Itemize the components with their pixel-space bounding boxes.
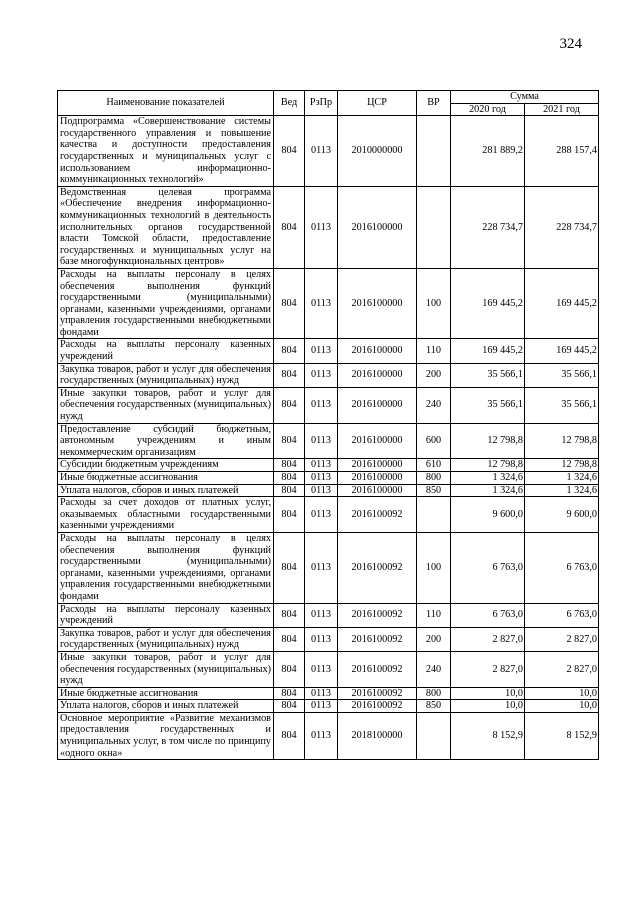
row-name: Иные закупки товаров, работ и услуг для обеспечения государственных (муниципальных) нужд <box>58 651 274 687</box>
row-csr: 2016100000 <box>338 459 417 472</box>
row-sum-2020: 169 445,2 <box>451 268 525 339</box>
row-ved: 804 <box>274 472 305 485</box>
row-sum-2020: 281 889,2 <box>451 116 525 187</box>
table-row <box>58 268 599 339</box>
row-sum-2021: 8 152,9 <box>525 712 599 759</box>
row-sum-2020: 10,0 <box>451 700 525 713</box>
row-rzpr: 0113 <box>305 459 338 472</box>
row-csr: 2016100092 <box>338 627 417 651</box>
row-ved: 804 <box>274 651 305 687</box>
table-row <box>58 116 599 187</box>
row-ved: 804 <box>274 603 305 627</box>
row-ved: 804 <box>274 712 305 759</box>
row-sum-2021: 6 763,0 <box>525 532 599 603</box>
budget-table <box>57 90 599 760</box>
row-name: Расходы на выплаты персоналу в целях обеспечения выполнения функций государственными (муниципальными) органами, казенными учреждениями, органами управления государственными внебюджетными фондами <box>58 532 274 603</box>
row-rzpr: 0113 <box>305 532 338 603</box>
row-name: Иные бюджетные ассигнования <box>58 472 274 485</box>
row-sum-2020: 228 734,7 <box>451 186 525 268</box>
row-rzpr: 0113 <box>305 186 338 268</box>
row-sum-2021: 288 157,4 <box>525 116 599 187</box>
row-name: Ведомственная целевая программа «Обеспечение внедрения информационно-коммуникационных технологий в деятельность исполнительных органов государственной власти Томской области, предоставление государственных и муниципальных услуг на базе многофункциональных центров» <box>58 186 274 268</box>
row-sum-2021: 6 763,0 <box>525 603 599 627</box>
row-sum-2020: 12 798,8 <box>451 459 525 472</box>
header-2020: 2020 год <box>451 103 525 116</box>
row-sum-2021: 35 566,1 <box>525 363 599 387</box>
row-vr: 100 <box>417 268 451 339</box>
row-rzpr: 0113 <box>305 116 338 187</box>
table-row <box>58 363 599 387</box>
row-sum-2020: 1 324,6 <box>451 472 525 485</box>
row-ved: 804 <box>274 116 305 187</box>
table-row <box>58 387 599 423</box>
row-name: Предоставление субсидий бюджетным, автономным учреждениям и иным некоммерческим организациям <box>58 423 274 459</box>
row-rzpr: 0113 <box>305 700 338 713</box>
row-ved: 804 <box>274 268 305 339</box>
row-ved: 804 <box>274 459 305 472</box>
row-rzpr: 0113 <box>305 363 338 387</box>
row-sum-2020: 35 566,1 <box>451 387 525 423</box>
row-vr <box>417 497 451 533</box>
row-csr: 2016100000 <box>338 484 417 497</box>
row-rzpr: 0113 <box>305 497 338 533</box>
row-csr: 2016100000 <box>338 363 417 387</box>
row-csr: 2016100000 <box>338 186 417 268</box>
row-name: Иные бюджетные ассигнования <box>58 687 274 700</box>
row-csr: 2018100000 <box>338 712 417 759</box>
row-vr: 240 <box>417 387 451 423</box>
row-rzpr: 0113 <box>305 423 338 459</box>
row-sum-2021: 10,0 <box>525 687 599 700</box>
table-row <box>58 459 599 472</box>
row-rzpr: 0113 <box>305 339 338 363</box>
row-sum-2020: 9 600,0 <box>451 497 525 533</box>
row-ved: 804 <box>274 627 305 651</box>
row-sum-2021: 35 566,1 <box>525 387 599 423</box>
row-sum-2021: 1 324,6 <box>525 484 599 497</box>
row-name: Закупка товаров, работ и услуг для обеспечения государственных (муниципальных) нужд <box>58 363 274 387</box>
row-sum-2021: 169 445,2 <box>525 339 599 363</box>
row-vr: 800 <box>417 687 451 700</box>
row-name: Уплата налогов, сборов и иных платежей <box>58 700 274 713</box>
row-sum-2020: 6 763,0 <box>451 603 525 627</box>
row-rzpr: 0113 <box>305 387 338 423</box>
table-row <box>58 472 599 485</box>
table-row <box>58 339 599 363</box>
table-row <box>58 532 599 603</box>
row-ved: 804 <box>274 363 305 387</box>
row-sum-2021: 2 827,0 <box>525 651 599 687</box>
header-csr: ЦСР <box>338 91 417 116</box>
header-ved: Вед <box>274 91 305 116</box>
table-row <box>58 651 599 687</box>
row-sum-2020: 2 827,0 <box>451 651 525 687</box>
row-vr: 240 <box>417 651 451 687</box>
row-csr: 2016100092 <box>338 651 417 687</box>
row-sum-2021: 1 324,6 <box>525 472 599 485</box>
row-sum-2020: 12 798,8 <box>451 423 525 459</box>
row-name: Расходы на выплаты персоналу казенных учреждений <box>58 603 274 627</box>
header-name: Наименование показателей <box>58 91 274 116</box>
row-sum-2020: 169 445,2 <box>451 339 525 363</box>
row-rzpr: 0113 <box>305 687 338 700</box>
header-rzpr: РзПр <box>305 91 338 116</box>
table-row <box>58 687 599 700</box>
row-ved: 804 <box>274 186 305 268</box>
row-vr <box>417 712 451 759</box>
row-ved: 804 <box>274 687 305 700</box>
row-csr: 2016100092 <box>338 687 417 700</box>
row-csr: 2016100000 <box>338 472 417 485</box>
row-name: Подпрограмма «Совершенствование системы государственного управления и повышение качества и доступности предоставления государственных и муниципальных услуг с использованием информационно-коммуникационных технологий» <box>58 116 274 187</box>
row-vr: 200 <box>417 627 451 651</box>
row-csr: 2016100092 <box>338 497 417 533</box>
header-row <box>58 91 599 104</box>
row-rzpr: 0113 <box>305 712 338 759</box>
row-vr: 850 <box>417 700 451 713</box>
row-ved: 804 <box>274 423 305 459</box>
table-row <box>58 627 599 651</box>
row-sum-2020: 8 152,9 <box>451 712 525 759</box>
header-vr: ВР <box>417 91 451 116</box>
table-row <box>58 712 599 759</box>
row-name: Иные закупки товаров, работ и услуг для обеспечения государственных (муниципальных) нужд <box>58 387 274 423</box>
table-row <box>58 497 599 533</box>
row-ved: 804 <box>274 387 305 423</box>
row-sum-2021: 10,0 <box>525 700 599 713</box>
row-vr: 800 <box>417 472 451 485</box>
row-sum-2021: 228 734,7 <box>525 186 599 268</box>
row-csr: 2016100092 <box>338 700 417 713</box>
row-ved: 804 <box>274 532 305 603</box>
row-sum-2020: 2 827,0 <box>451 627 525 651</box>
row-name: Расходы на выплаты персоналу в целях обеспечения выполнения функций государственными (муниципальными) органами, казенными учреждениями, органами управления государственными внебюджетными фондами <box>58 268 274 339</box>
row-sum-2021: 12 798,8 <box>525 423 599 459</box>
row-rzpr: 0113 <box>305 472 338 485</box>
row-csr: 2010000000 <box>338 116 417 187</box>
row-csr: 2016100092 <box>338 603 417 627</box>
row-sum-2021: 169 445,2 <box>525 268 599 339</box>
row-name: Основное мероприятие «Развитие механизмов предоставления государственных и муниципальных услуг, в том числе по принципу «одного окна» <box>58 712 274 759</box>
row-rzpr: 0113 <box>305 627 338 651</box>
row-rzpr: 0113 <box>305 651 338 687</box>
row-rzpr: 0113 <box>305 603 338 627</box>
row-name: Субсидии бюджетным учреждениям <box>58 459 274 472</box>
row-vr <box>417 186 451 268</box>
row-csr: 2016100000 <box>338 423 417 459</box>
table-row <box>58 603 599 627</box>
row-vr: 110 <box>417 603 451 627</box>
header-2021: 2021 год <box>525 103 599 116</box>
row-sum-2021: 12 798,8 <box>525 459 599 472</box>
row-vr: 850 <box>417 484 451 497</box>
table-row <box>58 700 599 713</box>
row-rzpr: 0113 <box>305 268 338 339</box>
table-row <box>58 423 599 459</box>
row-name: Уплата налогов, сборов и иных платежей <box>58 484 274 497</box>
row-csr: 2016100000 <box>338 339 417 363</box>
table-row <box>58 484 599 497</box>
row-sum-2020: 10,0 <box>451 687 525 700</box>
row-sum-2021: 9 600,0 <box>525 497 599 533</box>
page-number: 324 <box>559 36 582 52</box>
row-vr: 200 <box>417 363 451 387</box>
row-vr: 600 <box>417 423 451 459</box>
row-csr: 2016100000 <box>338 268 417 339</box>
row-sum-2020: 6 763,0 <box>451 532 525 603</box>
header-sum: Сумма <box>451 91 599 104</box>
row-sum-2020: 1 324,6 <box>451 484 525 497</box>
row-csr: 2016100092 <box>338 532 417 603</box>
row-ved: 804 <box>274 484 305 497</box>
row-sum-2021: 2 827,0 <box>525 627 599 651</box>
row-ved: 804 <box>274 497 305 533</box>
row-vr: 110 <box>417 339 451 363</box>
row-vr: 610 <box>417 459 451 472</box>
row-name: Расходы за счет доходов от платных услуг, оказываемых областными государственными казенными учреждениями <box>58 497 274 533</box>
row-name: Расходы на выплаты персоналу казенных учреждений <box>58 339 274 363</box>
row-csr: 2016100000 <box>338 387 417 423</box>
row-ved: 804 <box>274 339 305 363</box>
row-vr <box>417 116 451 187</box>
row-ved: 804 <box>274 700 305 713</box>
row-name: Закупка товаров, работ и услуг для обеспечения государственных (муниципальных) нужд <box>58 627 274 651</box>
table-row <box>58 186 599 268</box>
row-sum-2020: 35 566,1 <box>451 363 525 387</box>
row-rzpr: 0113 <box>305 484 338 497</box>
row-vr: 100 <box>417 532 451 603</box>
